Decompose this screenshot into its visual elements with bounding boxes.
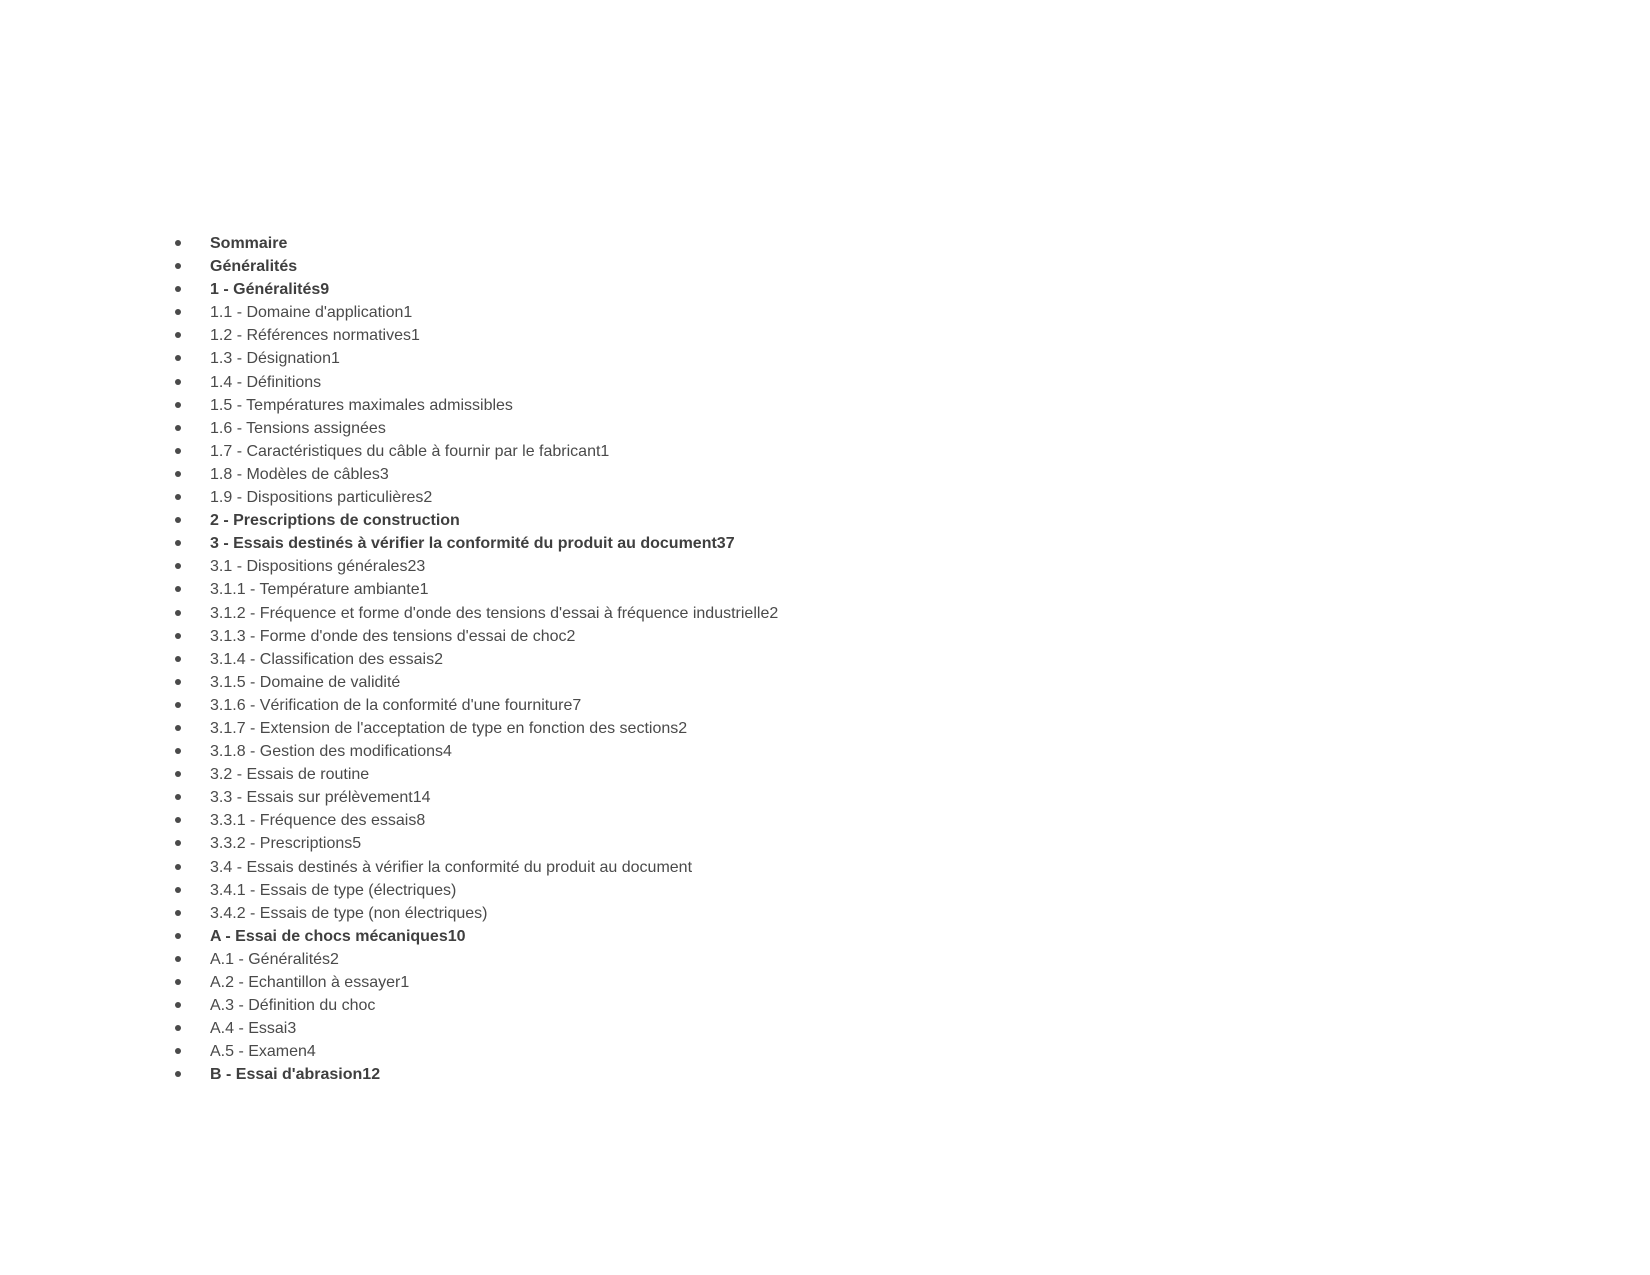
toc-link[interactable]: 1.9 - Dispositions particulières2	[210, 489, 433, 507]
toc-link[interactable]: 1.1 - Domaine d'application1	[210, 304, 413, 322]
toc-item[interactable]	[175, 463, 778, 486]
toc-item[interactable]	[175, 717, 778, 740]
toc-link[interactable]: A - Essai de chocs mécaniques10	[210, 927, 466, 945]
toc-link[interactable]: 3.4.2 - Essais de type (non électriques)	[210, 904, 488, 922]
toc-item[interactable]	[175, 278, 778, 301]
bullet-icon	[175, 471, 181, 477]
bullet-icon	[175, 563, 181, 569]
bullet-icon	[175, 402, 181, 408]
bullet-icon	[175, 748, 181, 754]
bullet-icon	[175, 887, 181, 893]
toc-item[interactable]	[175, 1017, 778, 1040]
bullet-icon	[175, 633, 181, 639]
toc-link[interactable]: 2 - Prescriptions de construction	[210, 512, 460, 530]
toc-link[interactable]: 3.2 - Essais de routine	[210, 766, 370, 784]
toc-item[interactable]	[175, 555, 778, 578]
toc-link[interactable]: 1 - Généralités9	[210, 281, 330, 299]
bullet-icon	[175, 332, 181, 338]
toc-item[interactable]	[175, 417, 778, 440]
toc-item[interactable]	[175, 856, 778, 879]
toc-item[interactable]	[175, 740, 778, 763]
toc-link[interactable]: Sommaire	[210, 235, 288, 252]
toc-link[interactable]: 3.1.6 - Vérification de la conformité d'une fourniture7	[210, 696, 582, 714]
bullet-icon	[175, 309, 181, 315]
toc-item[interactable]	[175, 879, 778, 902]
table-of-contents	[175, 232, 778, 1086]
toc-link[interactable]: 3.4.1 - Essais de type (électriques)	[210, 881, 457, 899]
toc-link[interactable]: 3.3 - Essais sur prélèvement14	[210, 789, 431, 807]
toc-item[interactable]	[175, 371, 778, 394]
bullet-icon	[175, 817, 181, 823]
bullet-icon	[175, 286, 181, 292]
toc-item[interactable]	[175, 1040, 778, 1063]
toc-link[interactable]: 1.4 - Définitions	[210, 373, 322, 391]
toc-item[interactable]	[175, 971, 778, 994]
bullet-icon	[175, 263, 181, 269]
toc-link[interactable]: 1.6 - Tensions assignées	[210, 419, 386, 437]
toc-link[interactable]: 3.1.5 - Domaine de validité	[210, 673, 401, 691]
toc-item[interactable]	[175, 486, 778, 509]
bullet-icon	[175, 379, 181, 385]
toc-item[interactable]	[175, 625, 778, 648]
bullet-icon	[175, 656, 181, 662]
toc-item[interactable]	[175, 301, 778, 324]
bullet-icon	[175, 355, 181, 361]
toc-item[interactable]	[175, 671, 778, 694]
toc-item[interactable]	[175, 509, 778, 532]
toc-item[interactable]	[175, 902, 778, 925]
toc-link[interactable]: 3.3.2 - Prescriptions5	[210, 835, 362, 853]
toc-item[interactable]	[175, 440, 778, 463]
bullet-icon	[175, 679, 181, 685]
bullet-icon	[175, 956, 181, 962]
bullet-icon	[175, 425, 181, 431]
bullet-icon	[175, 448, 181, 454]
bullet-icon	[175, 1025, 181, 1031]
toc-link[interactable]: 3.1.2 - Fréquence et forme d'onde des tensions d'essai à fréquence industrielle2	[210, 604, 779, 622]
bullet-icon	[175, 540, 181, 546]
toc-link[interactable]: 3.1.4 - Classification des essais2	[210, 650, 443, 668]
toc-link[interactable]: 3.1 - Dispositions générales23	[210, 558, 426, 576]
toc-link[interactable]: 3.1.7 - Extension de l'acceptation de type en fonction des sections2	[210, 719, 688, 737]
toc-link[interactable]: 3 - Essais destinés à vérifier la conformité du produit au document37	[210, 535, 735, 553]
toc-link[interactable]: A.5 - Examen4	[210, 1043, 316, 1061]
bullet-icon	[175, 517, 181, 523]
bullet-icon	[175, 1002, 181, 1008]
bullet-icon	[175, 725, 181, 731]
toc-item[interactable]	[175, 809, 778, 832]
bullet-icon	[175, 979, 181, 985]
toc-item[interactable]	[175, 925, 778, 948]
toc-item[interactable]	[175, 232, 778, 255]
bullet-icon	[175, 864, 181, 870]
toc-link[interactable]: 3.1.8 - Gestion des modifications4	[210, 743, 452, 761]
toc-link[interactable]: A.4 - Essai3	[210, 1020, 297, 1038]
toc-link[interactable]: 3.4 - Essais destinés à vérifier la conformité du produit au document	[210, 858, 693, 876]
bullet-icon	[175, 1071, 181, 1077]
bullet-icon	[175, 910, 181, 916]
toc-link[interactable]: 1.5 - Températures maximales admissibles	[210, 396, 513, 414]
bullet-icon	[175, 702, 181, 708]
toc-link[interactable]: 1.8 - Modèles de câbles3	[210, 465, 389, 483]
bullet-icon	[175, 771, 181, 777]
bullet-icon	[175, 1048, 181, 1054]
bullet-icon	[175, 610, 181, 616]
toc-item[interactable]	[175, 763, 778, 786]
toc-item[interactable]	[175, 394, 778, 417]
toc-item[interactable]	[175, 255, 778, 278]
toc-item[interactable]	[175, 1063, 778, 1086]
toc-item[interactable]	[175, 532, 778, 555]
bullet-icon	[175, 794, 181, 800]
toc-link[interactable]: B - Essai d'abrasion12	[210, 1066, 381, 1084]
toc-link[interactable]: A.1 - Généralités2	[210, 950, 339, 968]
toc-link[interactable]: 3.3.1 - Fréquence des essais8	[210, 812, 426, 830]
toc-link[interactable]: 1.3 - Désignation1	[210, 350, 340, 368]
toc-link[interactable]: A.3 - Définition du choc	[210, 997, 376, 1015]
bullet-icon	[175, 494, 181, 500]
toc-link[interactable]: 1.7 - Caractéristiques du câble à fournir par le fabricant1	[210, 442, 610, 460]
bullet-icon	[175, 240, 181, 246]
toc-link[interactable]: 3.1.1 - Température ambiante1	[210, 581, 429, 599]
toc-link[interactable]: Généralités	[210, 258, 298, 276]
toc-item[interactable]	[175, 578, 778, 601]
toc-link[interactable]: 1.2 - Références normatives1	[210, 327, 420, 345]
toc-item[interactable]	[175, 648, 778, 671]
bullet-icon	[175, 933, 181, 939]
toc-item[interactable]	[175, 948, 778, 971]
toc-item[interactable]	[175, 786, 778, 809]
toc-item[interactable]	[175, 994, 778, 1017]
toc-item[interactable]	[175, 832, 778, 855]
toc-item[interactable]	[175, 602, 778, 625]
toc-item[interactable]	[175, 324, 778, 347]
toc-item[interactable]	[175, 694, 778, 717]
toc-item[interactable]	[175, 347, 778, 370]
bullet-icon	[175, 840, 181, 846]
bullet-icon	[175, 586, 181, 592]
toc-link[interactable]: A.2 - Echantillon à essayer1	[210, 974, 410, 991]
toc-link[interactable]: 3.1.3 - Forme d'onde des tensions d'essai de choc2	[210, 627, 576, 645]
